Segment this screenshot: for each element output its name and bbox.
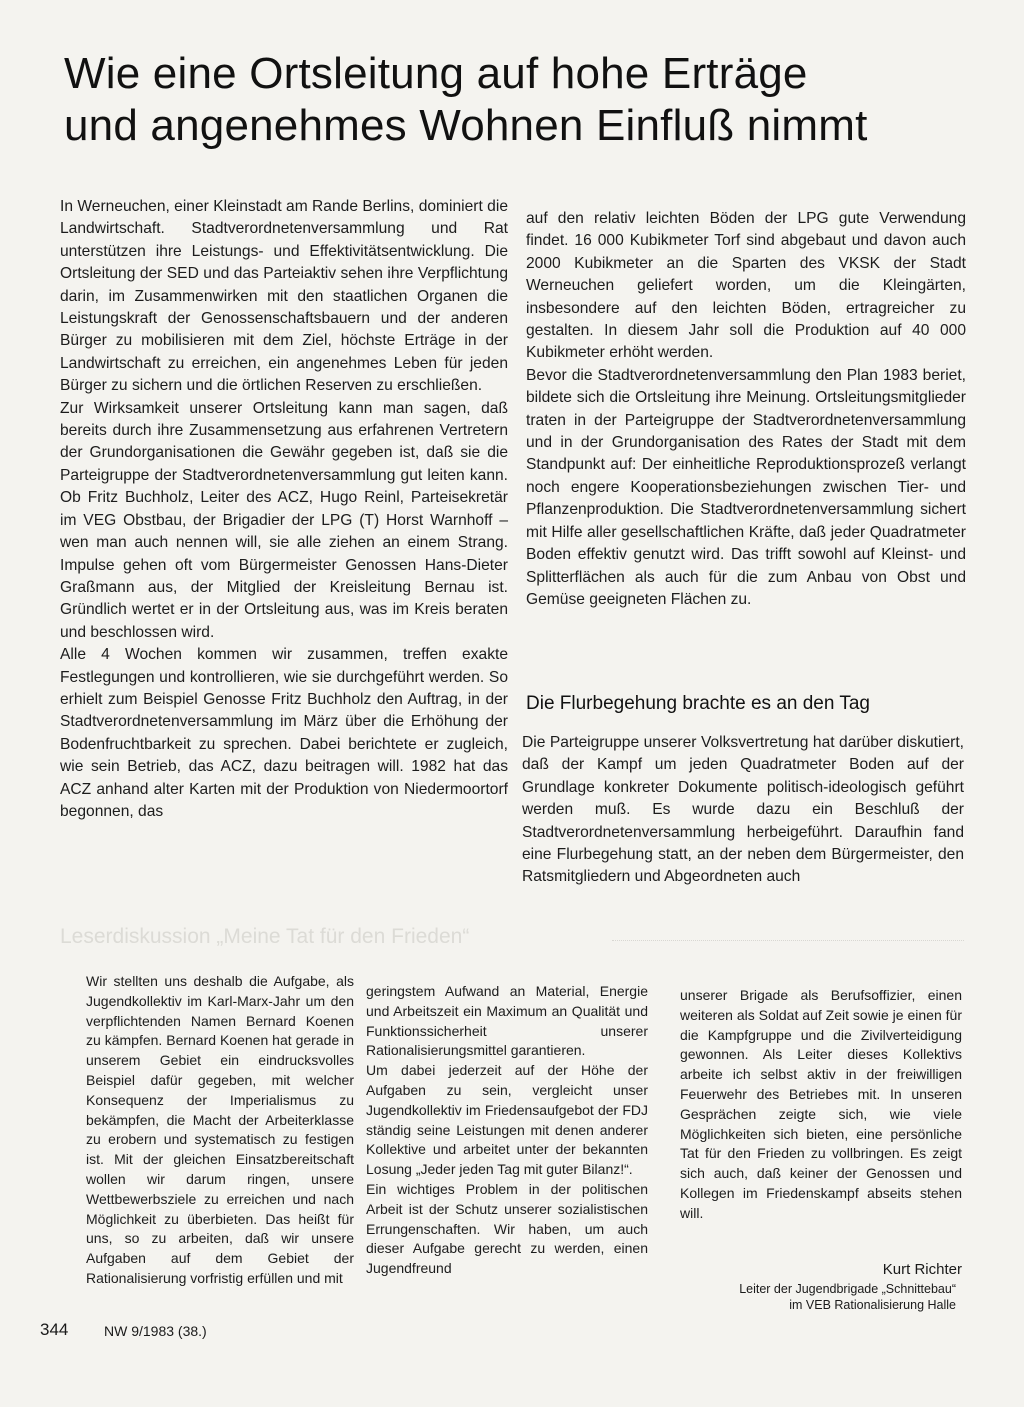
letter-paragraph: geringstem Aufwand an Material, Energie und Arbeitszeit ein Maximum an Qualität und Funktionssicherheit unserer Rationalisierungsmittel garantieren. [366,983,648,1059]
section-divider [612,940,964,941]
page-number: 344 [40,1320,69,1339]
article-subheading: Die Flurbegehung brachte es an den Tag [526,693,871,714]
letter-column-2 [366,982,648,1279]
article-column-right [526,208,966,611]
letter-paragraph: unserer Brigade als Berufsoffizier, einen weiteren als Soldat auf Zeit sowie je einen für die Kampfgruppe und die Zivilverteidigung gewonnen. Als Leiter dieses Kollektivs arbeite ich selbst aktiv in der freiwilligen Feuerwehr des Betriebes mit. In unseren Gesprächen zeigte sich, wie viele Möglichkeiten sich bieten, eine persönliche Tat für den Frieden zu vollbringen. Es zeigt sich auch, daß keiner der Genossen und Kollegen im Friedenskampf abseits stehen will. [680,987,962,1221]
letter-column-3 [680,986,962,1224]
article-column-left [60,196,508,823]
article-paragraph: auf den relativ leichten Böden der LPG gute Verwendung findet. 16 000 Kubikmeter Torf sind abgebaut und davon auch 2000 Kubikmeter an die Sparten des VKSK der Stadt Werneuchen geliefert worden, um die Kleingärten, insbesondere auf den leichten Böden, ertragreicher zu gestalten. In diesem Jahr soll die Produktion auf 40 000 Kubikmeter erhöht werden. [526,210,966,362]
article-paragraph: Zur Wirksamkeit unserer Ortsleitung kann man sagen, daß bereits durch ihre Zusammensetzung aus erfahrenen Vertretern der Grundorganisationen die Gewähr gegeben ist, daß sie die Parteigruppe der Stadtverordnetenversammlung gut leiten kann. Ob Fritz Buchholz, Leiter des ACZ, Hugo Reinl, Parteisekretär im VEG Obstbau, der Brigadier der LPG (T) Horst Warnhoff – wen man auch nennen will, sie alle ziehen an einem Strang. Impulse gehen oft vom Bürgermeister Genossen Hans-Dieter Graßmann aus, der Mitglied der Kreisleitung Bernau ist. Gründlich wertet er in der Ortsleitung aus, was im Kreis beraten und beschlossen wird. [60,399,508,641]
letter-paragraph: Um dabei jederzeit auf der Höhe der Aufgaben zu sein, vergleicht unser Jugendkollektiv im Friedensaufgebot der FDJ ständig seine Leistungen mit denen anderer Kollektive und arbeitet unter der bekannten Losung „Jeder jeden Tag mit guter Bilanz!“. [366,1062,648,1178]
article-column-right-continued [522,732,964,889]
article-paragraph: Die Parteigruppe unserer Volksvertretung hat darüber diskutiert, daß der Kampf um jeden Quadratmeter Boden auf der Grundlage konkreter Dokumente politisch-ideologisch geführt werden muß. Es wurde dazu ein Beschluß der Stadtverordnetenversammlung herbeigeführt. Daraufhin fand eine Flurbegehung statt, an der neben dem Bürgermeister, den Ratsmitgliedern und Abgeordneten auch [522,734,964,886]
article-title [64,48,964,152]
letter-paragraph: Ein wichtiges Problem in der politischen Arbeit ist der Schutz unserer sozialistischen Errungenschaften. Wir haben, um auch dieser Aufgabe gerecht zu werden, einen Jugendfreund [366,1180,648,1277]
author-role-line-2: im VEB Rationalisierung Halle [789,1298,956,1312]
author-role-line-1: Leiter der Jugendbrigade „Schnittebau“ [739,1282,956,1296]
article-title-line-2: und angenehmes Wohnen Einfluß nimmt [64,101,868,150]
letter-author-role [656,1281,956,1313]
letter-author: Kurt Richter [882,1261,962,1278]
article-paragraph: In Werneuchen, einer Kleinstadt am Rande Berlins, dominiert die Landwirtschaft. Stadtverordnetenversammlung und Rat unterstützen ihre Leistungs- und Effektivitätsentwicklung. Die Ortsleitung der SED und das Parteiaktiv sehen ihre Verpflichtung darin, im Zusammenwirken mit den staatlichen Organen die Leistungskraft der Genossenschaftsbauern und der anderen Bürger zu mobilisieren mit dem Ziel, höchste Erträge in der Landwirtschaft zu erreichen, ein angenehmes Leben für jeden Bürger zu sichern und die örtlichen Reserven zu erschließen. [60,198,508,395]
article-title-line-1: Wie eine Ortsleitung auf hohe Erträge [64,49,808,98]
letter-paragraph: Wir stellten uns deshalb die Aufgabe, als Jugendkollektiv im Karl-Marx-Jahr um den verpflichtenden Namen Bernard Koenen zu kämpfen. Bernard Koenen hat gerade in unserem Gebiet ein eindrucksvolles Beispiel dafür gegeben, mit welcher Konsequenz der Imperialismus zu bekämpfen, die Macht der Arbeiterklasse zu erobern und systematisch zu festigen ist. Mit der gleichen Einsatzbereitschaft wollen wir darum ringen, unsere Wettbewerbsziele zu erreichen und nach Möglichkeit zu überbieten. Das heißt für uns, so zu arbeiten, daß wir unsere Aufgaben auf dem Gebiet der Rationalisierung vorfristig erfüllen und mit [86,973,354,1286]
reader-discussion-heading: Leserdiskussion „Meine Tat für den Frieden“ [60,925,470,948]
article-paragraph: Bevor die Stadtverordnetenversammlung den Plan 1983 beriet, bildete sich die Ortsleitung ihre Meinung. Ortsleitungsmitglieder traten in der Parteigruppe der Stadtverordnetenversammlung und in der Grundorganisation des Rates der Stadt mit dem Standpunkt auf: Der einheitliche Reproduktionsprozeß verlangt noch engere Kooperationsbeziehungen zwischen Tier- und Pflanzenproduktion. Die Stadtverordnetenversammlung sichert mit Hilfe aller gesellschaftlichen Kräfte, daß jeder Quadratmeter Boden effektiv genutzt wird. Das trifft sowohl auf Kleinst- und Splitterflächen als auch für die zum Anbau von Obst und Gemüse geeigneten Flächen zu. [526,366,966,608]
article-paragraph: Alle 4 Wochen kommen wir zusammen, treffen exakte Festlegungen und kontrollieren, wie sie durchgeführt werden. So erhielt zum Beispiel Genosse Fritz Buchholz den Auftrag, in der Stadtverordnetenversammlung im März über die Erhöhung der Bodenfruchtbarkeit zu sprechen. Dabei berichtete er zugleich, wie sein Betrieb, das ACZ, dazu beitragen will. 1982 hat das ACZ anhand alter Karten mit der Produktion von Niedermoortorf begonnen, das [60,646,508,820]
letter-column-1 [86,972,354,1289]
issue-reference: NW 9/1983 (38.) [104,1323,207,1339]
